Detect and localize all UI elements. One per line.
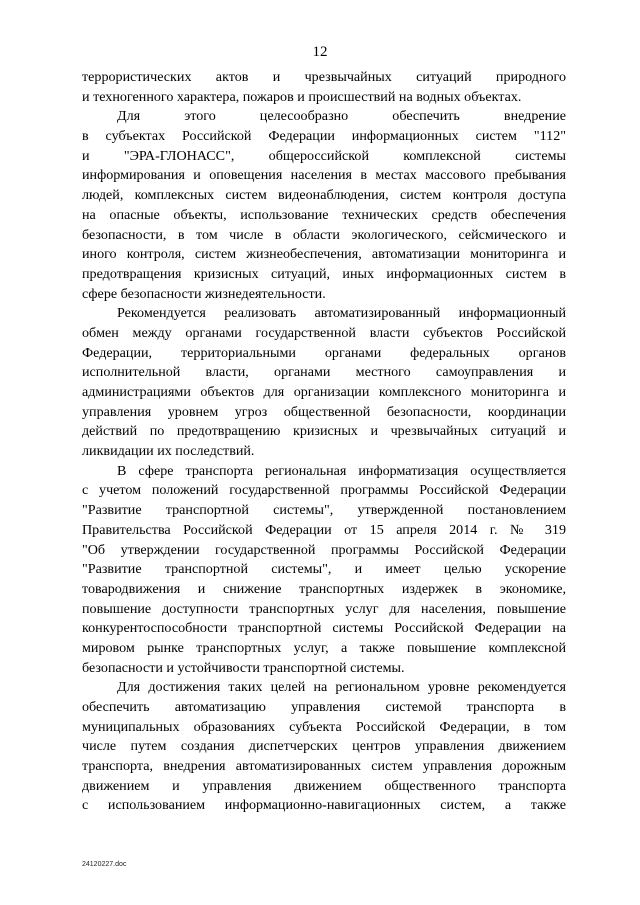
text-line: "Развитие транспортной системы", и имеет целью ускорение [82,561,566,578]
text-line: иного контроля, систем жизнеобеспечения, автоматизации мониторинга и [82,246,566,263]
page-number: 12 [312,44,328,60]
text-line: предотвращения кризисных ситуаций, иных информационных систем в [82,265,566,282]
text-line: мировом рынке транспортных услуг, а также повышение комплексной [82,639,566,656]
text-line: администрациями объектов для организации комплексного мониторинга и [82,384,566,400]
text-line: Правительства Российской Федерации от 15 апреля 2014 г. № 319 [82,521,566,538]
text-line: Рекомендуется реализовать автоматизированный информационный [117,305,566,322]
text-line: движением и управления движением общественного транспорта [82,777,566,794]
text-line: и "ЭРА-ГЛОНАСС", общероссийской комплексной системы [82,147,566,164]
text-line: "Об утверждении государственной программы Российской Федерации [82,541,566,558]
text-line: управления уровнем угроз общественной безопасности, координации [82,403,566,420]
text-line: Для достижения таких целей на региональном уровне рекомендуется [117,679,566,696]
text-line: безопасности и устойчивости транспортной системы. [82,659,405,676]
text-line: информирования и оповещения населения в местах массового пребывания [82,167,566,184]
text-line: числе путем создания диспетчерских центров управления движением [82,738,566,755]
text-line: муниципальных образованиях субъекта Российской Федерации, в том [82,718,566,735]
document-body [82,68,566,816]
text-line: действий по предотвращению кризисных и чрезвычайных ситуаций и [82,423,566,440]
text-line: и техногенного характера, пожаров и происшествий на водных объектах. [82,88,522,105]
text-line: с использованием информационно-навигационных систем, а также [82,797,566,814]
text-line: исполнительной власти, органами местного самоуправления и [82,364,566,381]
text-line: ликвидации их последствий. [82,443,255,460]
text-line: Для этого целесообразно обеспечить внедрение [117,108,566,125]
text-line: "Развитие транспортной системы", утвержденной постановлением [82,502,566,519]
text-line: конкурентоспособности транспортной системы Российской Федерации на [82,620,566,637]
text-line: обмен между органами государственной власти субъектов Российской [82,324,566,341]
text-line: товародвижения и снижение транспортных издержек в экономике, [82,580,566,597]
text-line: обеспечить автоматизацию управления системой транспорта в [82,699,566,715]
text-line: в субъектах Российской Федерации информационных систем "112" [82,128,566,145]
text-line: на опасные объекты, использование технических средств обеспечения [82,206,566,223]
text-line: Федерации, территориальными органами федеральных органов [82,344,566,361]
text-line: с учетом положений государственной программы Российской Федерации [82,482,566,499]
text-line: сфере безопасности жизнедеятельности. [82,285,326,302]
text-line: безопасности, в том числе в области экологического, сейсмического и [82,226,566,243]
text-line: террористических актов и чрезвычайных ситуаций природного [82,69,566,85]
footer-doc-code: 24120227.doc [82,861,127,868]
text-line: транспорта, внедрения автоматизированных систем управления дорожным [82,758,566,775]
text-line: людей, комплексных систем видеонаблюдения, систем контроля доступа [82,187,566,204]
text-line: повышение доступности транспортных услуг для населения, повышение [82,600,566,617]
text-line: В сфере транспорта региональная информатизация осуществляется [117,462,566,479]
